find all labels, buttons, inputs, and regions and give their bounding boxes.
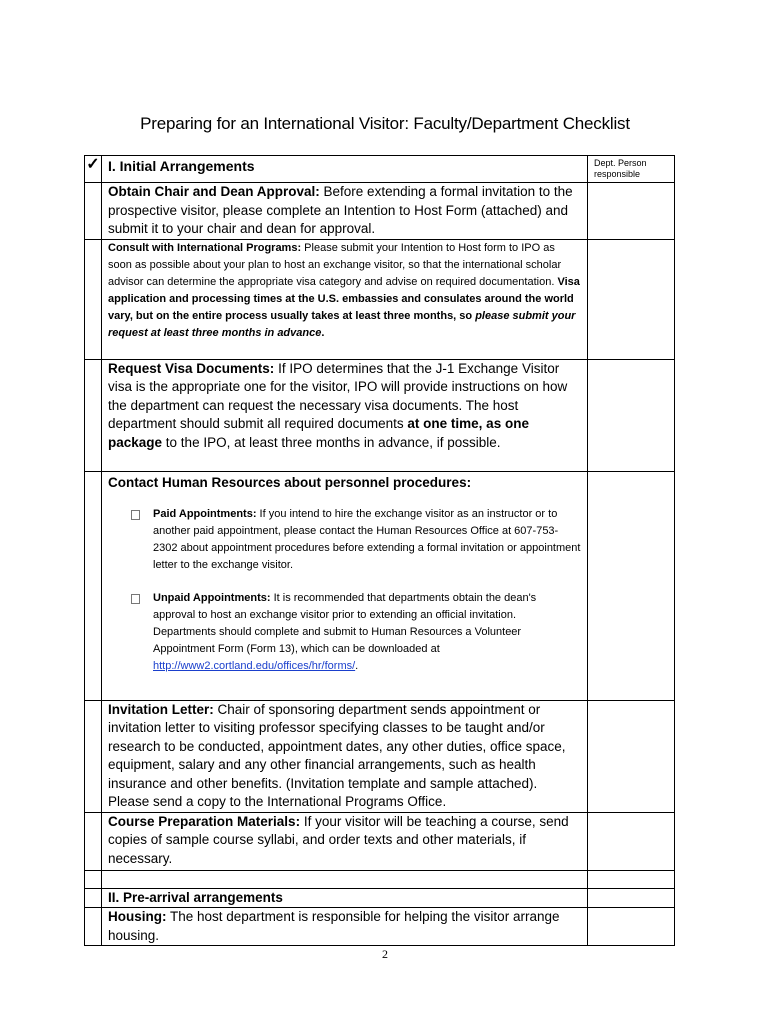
page-title: Preparing for an International Visitor: Faculty/Department Checklist bbox=[140, 114, 630, 133]
table-row bbox=[85, 183, 675, 240]
dept-person-cell[interactable] bbox=[588, 239, 675, 359]
obtain-approval-text: Obtain Chair and Dean Approval: Before extending a formal invitation to the prospective visitor, please complete an Intention to Host Form (attached) and submit it to your chair and dean for approval. bbox=[108, 184, 573, 236]
dept-person-cell[interactable] bbox=[588, 183, 675, 240]
content-cell bbox=[102, 359, 588, 471]
check-cell[interactable] bbox=[85, 183, 102, 240]
check-cell[interactable] bbox=[85, 359, 102, 471]
table-row bbox=[85, 812, 675, 870]
table-row bbox=[85, 359, 675, 471]
check-column-header bbox=[85, 156, 102, 183]
request-visa-text: Request Visa Documents: If IPO determines that the J-1 Exchange Visitor visa is the appropriate one for the visitor, IPO will provide instructions on how the department can request the necessary visa documents. The host department should submit all required documents at one time, as one package to the IPO, at least three months in advance, if possible. bbox=[108, 360, 568, 450]
content-cell bbox=[102, 471, 588, 700]
check-cell[interactable] bbox=[85, 888, 102, 908]
dept-person-header: Dept. Person responsible bbox=[588, 156, 675, 183]
check-cell[interactable] bbox=[85, 471, 102, 700]
check-cell[interactable] bbox=[85, 812, 102, 870]
dept-person-cell[interactable] bbox=[588, 812, 675, 870]
dept-person-cell[interactable] bbox=[588, 888, 675, 908]
content-cell bbox=[102, 812, 588, 870]
invitation-letter-text: Invitation Letter: Chair of sponsoring department sends appointment or invitation letter to visiting professor specifying classes to be taught and/or research to be conducted, appointment dates, any other duties, office space, equipment, salary and any other financial arrangements, such as health insurance and other benefits. (Invitation template and sample attached). Please send a copy to the International Programs Office. bbox=[108, 701, 566, 809]
checkbox-icon[interactable] bbox=[131, 510, 140, 520]
pre-arrival-title: II. Pre-arrival arrangements bbox=[108, 889, 283, 905]
check-cell[interactable] bbox=[85, 908, 102, 946]
check-cell[interactable] bbox=[85, 239, 102, 359]
dept-person-cell[interactable] bbox=[588, 471, 675, 700]
checkmark-icon: ✓ bbox=[86, 156, 100, 173]
table-row bbox=[85, 700, 675, 812]
course-materials-text: Course Preparation Materials: If your visitor will be teaching a course, send copies of sample course syllabi, and order texts and other materials, if necessary. bbox=[108, 813, 569, 866]
section-title: I. Initial Arrangements bbox=[108, 158, 255, 174]
checkbox-icon[interactable] bbox=[131, 594, 140, 604]
dept-person-cell[interactable] bbox=[588, 359, 675, 471]
content-cell bbox=[102, 239, 588, 359]
table-row bbox=[85, 239, 675, 359]
dept-person-cell[interactable] bbox=[588, 700, 675, 812]
paid-appointments-item: Paid Appointments: If you intend to hire the exchange visitor as an instructor or to another paid appointment, please contact the Human Resources Office at 607-753-2302 about appointment procedures before extending a formal invitation or appointment letter to the exchange visitor. bbox=[108, 506, 581, 574]
empty-row bbox=[85, 870, 675, 888]
section-row bbox=[85, 888, 675, 908]
page-number: 2 bbox=[382, 947, 388, 961]
content-cell bbox=[102, 183, 588, 240]
table-header-row bbox=[85, 156, 675, 183]
table-row bbox=[85, 908, 675, 946]
checklist-table bbox=[84, 155, 675, 946]
content-cell bbox=[102, 908, 588, 946]
housing-text: Housing: The host department is responsible for helping the visitor arrange housing. bbox=[108, 909, 560, 943]
section-header-cell bbox=[102, 156, 588, 183]
unpaid-appointments-item: Unpaid Appointments: It is recommended that departments obtain the dean's approval to host an exchange visitor prior to extending an official invitation. Departments should complete and submit to Human Resources a Volunteer Appointment Form (Form 13), which can be downloaded at http://www2.cortland.edu/offices/hr/forms/. bbox=[108, 590, 581, 675]
content-cell bbox=[102, 700, 588, 812]
contact-hr-title: Contact Human Resources about personnel procedures: bbox=[108, 474, 472, 490]
hr-forms-link[interactable]: http://www2.cortland.edu/offices/hr/forms/ bbox=[153, 660, 356, 672]
consult-ip-text: Consult with International Programs: Please submit your Intention to Host form to IPO as soon as possible about your plan to host an exchange visitor, so that the international scholar advisor can determine the appropriate visa category and advise on required documentation. Visa application and processing times at the U.S. embassies and consulates around the world vary, but on the entire process usually takes at least three months, so please submit your request at least three months in advance. bbox=[108, 241, 580, 339]
dept-person-cell[interactable] bbox=[588, 908, 675, 946]
check-cell[interactable] bbox=[85, 870, 102, 888]
check-cell[interactable] bbox=[85, 700, 102, 812]
table-row bbox=[85, 471, 675, 700]
dept-person-cell[interactable] bbox=[588, 870, 675, 888]
content-cell bbox=[102, 888, 588, 908]
content-cell bbox=[102, 870, 588, 888]
